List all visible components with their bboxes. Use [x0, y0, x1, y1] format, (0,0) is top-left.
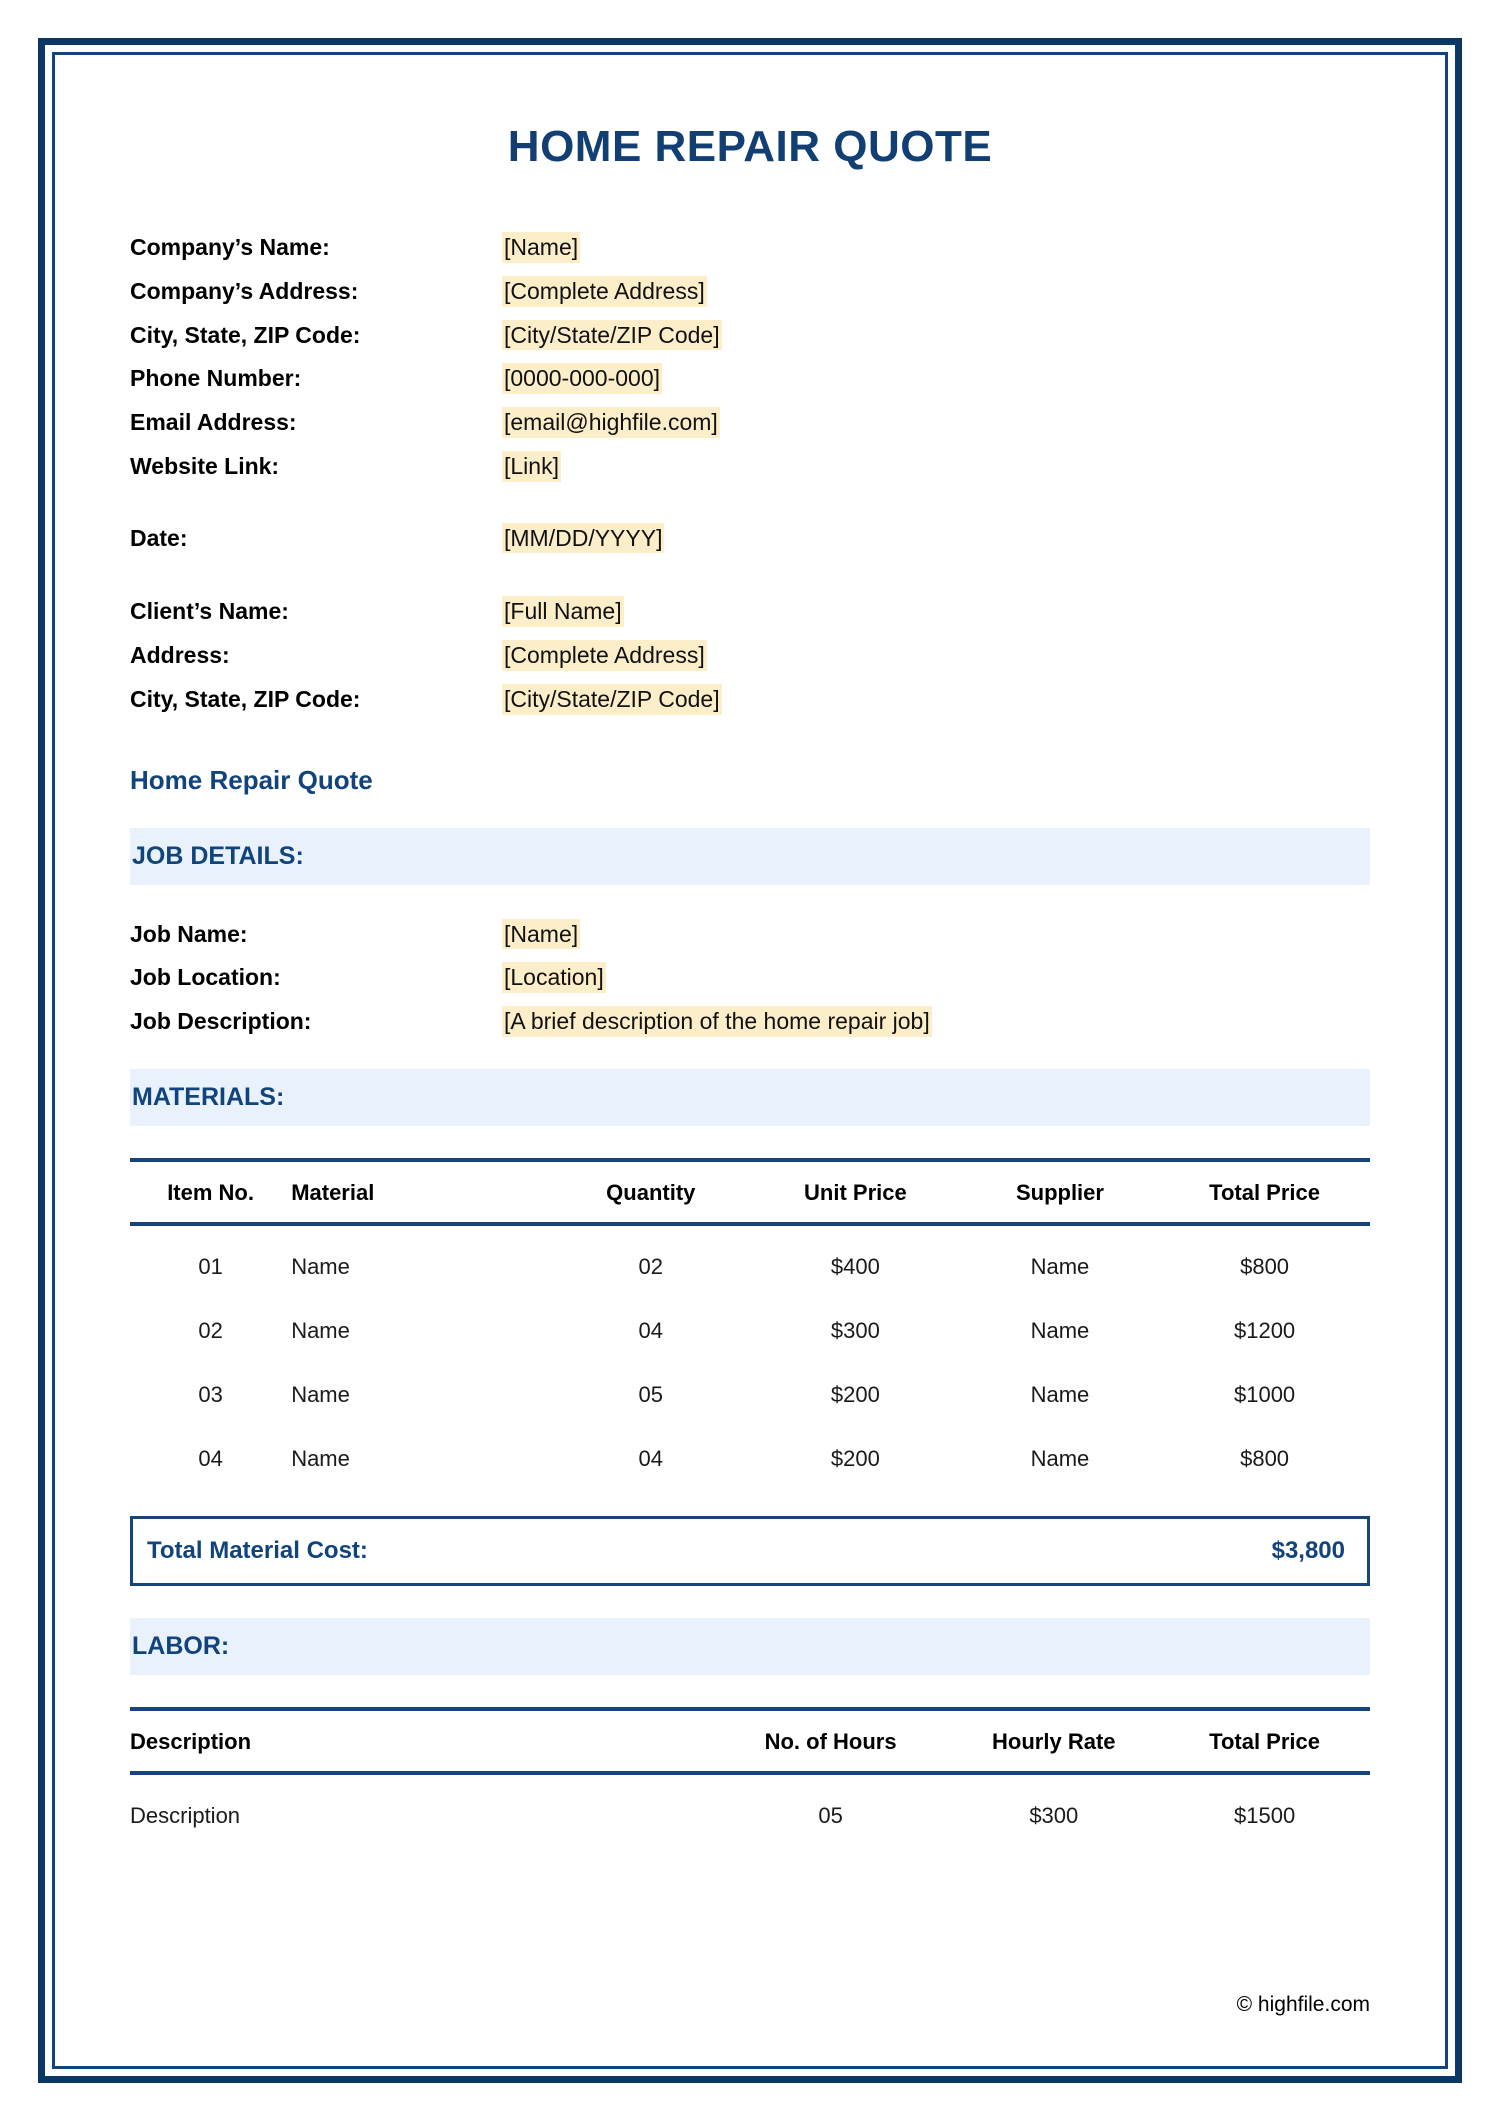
- cell-item-no: 03: [198, 1381, 223, 1407]
- field-row-client-city-state-zip: [130, 684, 1370, 715]
- cell-labor-description: Description: [130, 1802, 241, 1828]
- cell-unit-price: $300: [830, 1317, 880, 1343]
- job-details-group: [130, 919, 1370, 1037]
- field-value-client-address[interactable]: [Complete Address]: [502, 640, 707, 671]
- field-row-client-address: [130, 640, 1370, 671]
- field-row-client-name: [130, 596, 1370, 627]
- table-row: [130, 1224, 1370, 1298]
- field-label-client-address: Address:: [130, 642, 230, 668]
- field-row-date: [130, 523, 1370, 554]
- materials-col-item-no: Item No.: [130, 1160, 291, 1224]
- materials-col-unit-price: Unit Price: [750, 1160, 961, 1224]
- labor-header-row: [130, 1709, 1370, 1773]
- field-row-website-link: [130, 451, 1370, 482]
- field-value-job-location[interactable]: [Location]: [502, 962, 606, 993]
- materials-col-total-price: Total Price: [1159, 1160, 1370, 1224]
- cell-total-price: $800: [1240, 1445, 1290, 1471]
- cell-labor-total-price: $1500: [1234, 1802, 1296, 1828]
- cell-item-no: 04: [198, 1445, 223, 1471]
- cell-material: Name: [291, 1253, 350, 1279]
- cell-item-no: 01: [198, 1253, 223, 1279]
- field-label-company-city-state-zip: City, State, ZIP Code:: [130, 321, 361, 348]
- page-title: HOME REPAIR QUOTE: [507, 122, 993, 171]
- labor-col-description: Description: [130, 1709, 713, 1773]
- spacer-before-client: [130, 566, 1370, 596]
- spacer-before-date: [130, 495, 1370, 523]
- cell-quantity: 05: [638, 1381, 664, 1407]
- cell-labor-hourly-rate: $300: [1029, 1802, 1079, 1828]
- materials-col-quantity: Quantity: [552, 1160, 750, 1224]
- cell-supplier: Name: [1030, 1253, 1090, 1279]
- table-row: [130, 1773, 1370, 1847]
- cell-total-price: $1000: [1233, 1381, 1296, 1407]
- cell-labor-hours: 05: [818, 1802, 843, 1828]
- field-label-client-city-state-zip: City, State, ZIP Code:: [130, 685, 361, 712]
- table-row: [130, 1298, 1370, 1362]
- field-label-phone-number: Phone Number:: [130, 365, 302, 392]
- field-row-email-address: [130, 407, 1370, 438]
- cell-supplier: Name: [1030, 1445, 1090, 1471]
- cell-quantity: 04: [638, 1317, 664, 1343]
- labor-table: [130, 1707, 1370, 1847]
- cell-material: Name: [291, 1381, 350, 1407]
- quote-subtitle: Home Repair Quote: [130, 764, 373, 795]
- field-value-company-city-state-zip[interactable]: [City/State/ZIP Code]: [502, 320, 722, 351]
- cell-supplier: Name: [1030, 1381, 1090, 1407]
- cell-unit-price: $200: [830, 1381, 880, 1407]
- cell-unit-price: $200: [830, 1445, 880, 1471]
- field-value-date[interactable]: [MM/DD/YYYY]: [502, 523, 664, 554]
- field-label-job-name: Job Name:: [130, 920, 248, 947]
- footer-copyright: © highfile.com: [1236, 1993, 1370, 2016]
- materials-table: [130, 1158, 1370, 1490]
- field-row-company-address: [130, 276, 1370, 307]
- field-label-company-name: Company’s Name:: [130, 234, 330, 260]
- field-value-company-address[interactable]: [Complete Address]: [502, 276, 707, 307]
- field-row-company-city-state-zip: [130, 320, 1370, 351]
- total-material-cost-label: Total Material Cost:: [147, 1536, 368, 1564]
- table-row: [130, 1362, 1370, 1426]
- field-value-job-name[interactable]: [Name]: [502, 919, 580, 950]
- section-band-materials: MATERIALS:: [130, 1069, 1370, 1126]
- cell-item-no: 02: [198, 1317, 223, 1343]
- materials-col-supplier: Supplier: [961, 1160, 1159, 1224]
- field-row-phone-number: [130, 363, 1370, 394]
- section-band-job-details: JOB DETAILS:: [130, 828, 1370, 885]
- field-label-company-address: Company’s Address:: [130, 277, 359, 304]
- cell-unit-price: $400: [830, 1253, 880, 1279]
- field-row-job-description: [130, 1006, 1370, 1037]
- field-value-company-name[interactable]: [Name]: [502, 232, 580, 263]
- field-label-date: Date:: [130, 524, 188, 551]
- field-label-email-address: Email Address:: [130, 409, 297, 435]
- total-material-cost-box: [130, 1516, 1370, 1586]
- cell-supplier: Name: [1030, 1317, 1090, 1343]
- labor-col-total-price: Total Price: [1159, 1709, 1370, 1773]
- field-label-website-link: Website Link:: [130, 452, 280, 479]
- field-label-client-name: Client’s Name:: [130, 598, 289, 625]
- field-value-client-city-state-zip[interactable]: [City/State/ZIP Code]: [502, 684, 722, 715]
- cell-material: Name: [291, 1445, 350, 1471]
- section-band-labor: LABOR:: [130, 1618, 1370, 1675]
- company-info-group: [130, 232, 1370, 715]
- table-row: [130, 1426, 1370, 1490]
- cell-total-price: $1200: [1233, 1317, 1296, 1343]
- field-row-job-name: [130, 919, 1370, 950]
- field-value-job-description[interactable]: [A brief description of the home repair job]: [502, 1006, 932, 1037]
- materials-col-material: Material: [291, 1160, 551, 1224]
- field-value-phone-number[interactable]: [0000-000-000]: [502, 363, 662, 394]
- field-label-job-location: Job Location:: [130, 964, 281, 991]
- document-content: [70, 70, 1430, 2051]
- field-row-job-location: [130, 962, 1370, 993]
- labor-col-hours: No. of Hours: [713, 1709, 949, 1773]
- field-value-email-address[interactable]: [email@highfile.com]: [502, 407, 720, 438]
- labor-col-hourly-rate: Hourly Rate: [948, 1709, 1159, 1773]
- cell-quantity: 02: [638, 1253, 664, 1279]
- total-material-cost-value: $3,800: [1271, 1536, 1345, 1564]
- field-value-client-name[interactable]: [Full Name]: [502, 596, 624, 627]
- cell-total-price: $800: [1240, 1253, 1290, 1279]
- field-row-company-name: [130, 232, 1370, 263]
- field-label-job-description: Job Description:: [130, 1008, 312, 1034]
- cell-material: Name: [291, 1317, 350, 1343]
- cell-quantity: 04: [638, 1445, 664, 1471]
- materials-header-row: [130, 1160, 1370, 1224]
- field-value-website-link[interactable]: [Link]: [502, 451, 561, 482]
